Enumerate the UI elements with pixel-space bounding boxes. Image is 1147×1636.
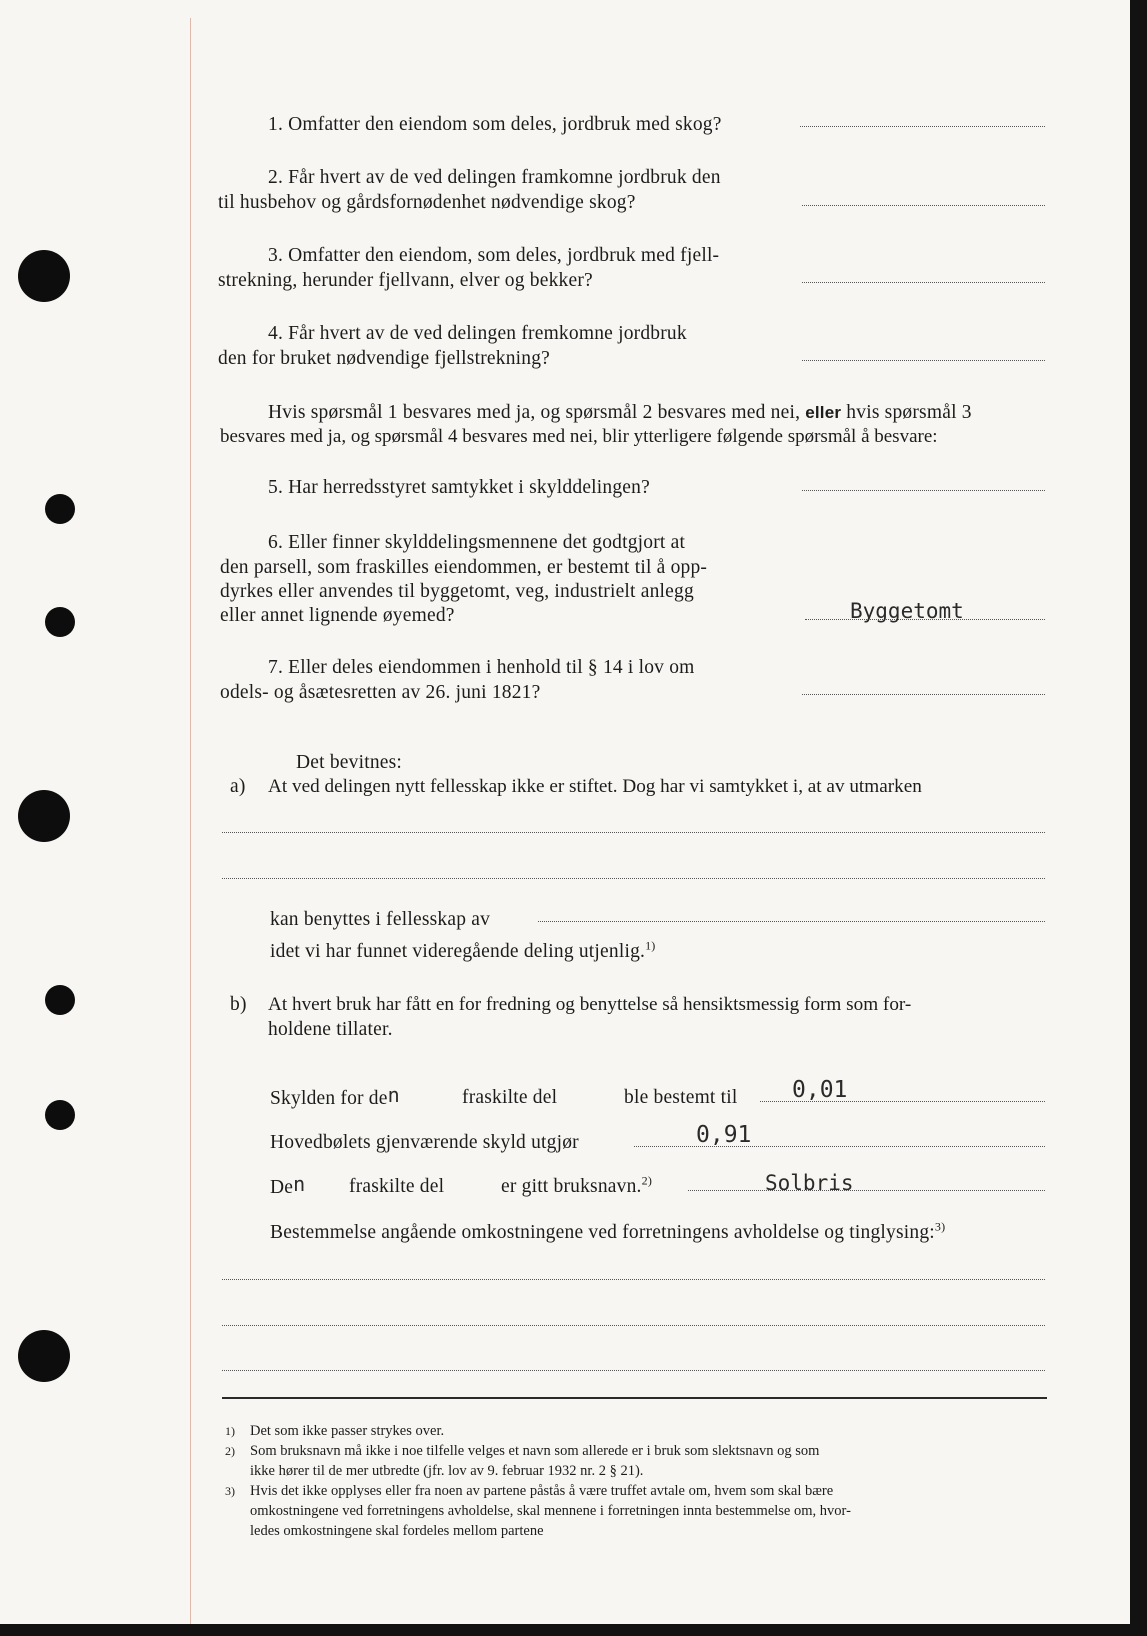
- punch-hole: [18, 790, 70, 842]
- punch-hole: [45, 607, 75, 637]
- question-6: 6. Eller finner skylddelingsmennene det godtgjort at: [268, 532, 686, 553]
- bestemmelse-line-2[interactable]: [222, 1325, 1045, 1326]
- condition-text-a: Hvis spørsmål 1 besvares med ja, og spørsmål 2 besvares med nei,: [268, 402, 801, 423]
- navn-label-text: er gitt bruksnavn.: [501, 1176, 642, 1197]
- footnote-ref-2: 2): [641, 1173, 653, 1188]
- answer-line-5[interactable]: [802, 490, 1045, 491]
- question-6-cont-1: den parsell, som fraskilles eiendommen, er bestemt til å opp-: [220, 557, 708, 578]
- attest-a-label: a): [230, 776, 246, 797]
- navn-n-handwritten: n: [293, 1172, 306, 1196]
- condition-bold: eller: [805, 403, 842, 422]
- footnote-3-mark: 3): [225, 1484, 235, 1498]
- hoved-value-handwritten: 0,91: [696, 1122, 752, 1148]
- punch-hole: [45, 985, 75, 1015]
- hoved-label: Hovedbølets gjenværende skyld utgjør: [270, 1132, 579, 1153]
- footnote-3: Hvis det ikke opplyses eller fra noen av partene påstås å være truffet avtale om, hvem som skal bære: [250, 1483, 834, 1499]
- condition-line-1: [268, 400, 972, 425]
- question-2-cont: til husbehov og gårdsfornødenhet nødvendige skog?: [218, 192, 636, 213]
- navn-mid: fraskilte del: [349, 1176, 445, 1197]
- attest-a-tail-text: idet vi har funnet videregående deling utjenlig.: [270, 941, 646, 962]
- question-6-cont-3: eller annet lignende øyemed?: [220, 605, 455, 626]
- question-4-cont: den for bruket nødvendige fjellstrekning?: [218, 348, 551, 369]
- answer-6-handwritten: Byggetomt: [850, 599, 964, 623]
- punch-hole: [45, 1100, 75, 1130]
- attest-a-use: kan benyttes i fellesskap av: [270, 909, 491, 930]
- question-7-cont: odels- og åsætesretten av 26. juni 1821?: [220, 682, 541, 703]
- navn-prefix: [270, 1174, 305, 1200]
- answer-line-2[interactable]: [802, 205, 1045, 206]
- bestemmelse-line-3[interactable]: [222, 1370, 1045, 1371]
- navn-prefix-text: De: [270, 1177, 294, 1198]
- condition-line-2: besvares med ja, og spørsmål 4 besvares med nei, blir ytterligere følgende spørsmål å besvare:: [220, 426, 938, 447]
- skyld-mid: fraskilte del: [462, 1087, 558, 1108]
- question-5: 5. Har herredsstyret samtykket i skylddelingen?: [268, 477, 650, 498]
- answer-line-7[interactable]: [802, 694, 1045, 695]
- footnote-3-cont-1: omkostningene ved forretningens avholdelse, skal mennene i forretningen innta bestemmelse om, hvor-: [250, 1503, 851, 1519]
- skyld-label: ble bestemt til: [624, 1087, 738, 1108]
- footnote-2-cont: ikke hører til de mer utbredte (jfr. lov av 9. februar 1932 nr. 2 § 21).: [250, 1463, 644, 1479]
- attest-a-line-2[interactable]: [222, 878, 1045, 879]
- bestemmelse-line-1[interactable]: [222, 1279, 1045, 1280]
- question-4: 4. Får hvert av de ved delingen fremkomne jordbruk: [268, 323, 687, 344]
- question-3: 3. Omfatter den eiendom, som deles, jordbruk med fjell-: [268, 245, 720, 266]
- punch-hole: [18, 250, 70, 302]
- answer-line-4[interactable]: [802, 360, 1045, 361]
- footnote-ref-3: 3): [934, 1219, 946, 1234]
- navn-value-line[interactable]: [688, 1190, 1045, 1191]
- footnote-1-mark: 1): [225, 1424, 235, 1438]
- question-2: 2. Får hvert av de ved delingen framkomne jordbruk den: [268, 167, 721, 188]
- condition-text-b: hvis spørsmål 3: [846, 402, 972, 423]
- punch-hole: [45, 494, 75, 524]
- answer-line-3[interactable]: [802, 282, 1045, 283]
- footnote-2-mark: 2): [225, 1444, 235, 1458]
- footnote-3-cont-2: ledes omkostningene skal fordeles mellom partene: [250, 1523, 544, 1539]
- attest-heading: Det bevitnes:: [296, 752, 403, 773]
- skyld-prefix-text: Skylden for de: [270, 1088, 388, 1109]
- skyld-value-handwritten: 0,01: [792, 1077, 848, 1103]
- attest-b-label: b): [230, 994, 247, 1015]
- answer-line-1[interactable]: [800, 126, 1045, 127]
- question-7: 7. Eller deles eiendommen i henhold til § 14 i lov om: [268, 657, 695, 678]
- scan-edge-right: [1130, 0, 1147, 1636]
- bestemmelse-text: Bestemmelse angående omkostningene ved forretningens avholdelse og tinglysing:: [270, 1222, 935, 1243]
- navn-label: [501, 1174, 652, 1199]
- attest-a-text: At ved delingen nytt fellesskap ikke er stiftet. Dog har vi samtykket i, at av utmarken: [268, 776, 922, 797]
- footnote-1: Det som ikke passer strykes over.: [250, 1423, 445, 1439]
- footnote-2: Som bruksnavn må ikke i noe tilfelle velges et navn som allerede er i bruk som slektsnavn og som: [250, 1443, 820, 1459]
- navn-value-handwritten: Solbris: [765, 1171, 854, 1195]
- attest-a-use-line[interactable]: [538, 921, 1045, 922]
- attest-b-text: At hvert bruk har fått en for fredning og benyttelse så hensiktsmessig form som for-: [268, 994, 912, 1015]
- question-1: 1. Omfatter den eiendom som deles, jordbruk med skog?: [268, 114, 722, 135]
- attest-a-line-1[interactable]: [222, 832, 1045, 833]
- attest-b-text-cont: holdene tillater.: [268, 1019, 393, 1040]
- scan-edge-bottom: [0, 1624, 1147, 1636]
- bestemmelse-label: [270, 1220, 945, 1245]
- attest-a-tail: [270, 939, 656, 964]
- skyld-prefix: [270, 1085, 400, 1111]
- footnote-rule: [222, 1397, 1047, 1399]
- skyld-n-handwritten: n: [387, 1083, 400, 1107]
- punch-hole: [18, 1330, 70, 1382]
- question-6-cont-2: dyrkes eller anvendes til byggetomt, veg, industrielt anlegg: [220, 581, 694, 602]
- margin-rule: [190, 18, 191, 1624]
- footnote-ref-1: 1): [645, 938, 656, 953]
- question-3-cont: strekning, herunder fjellvann, elver og bekker?: [218, 270, 593, 291]
